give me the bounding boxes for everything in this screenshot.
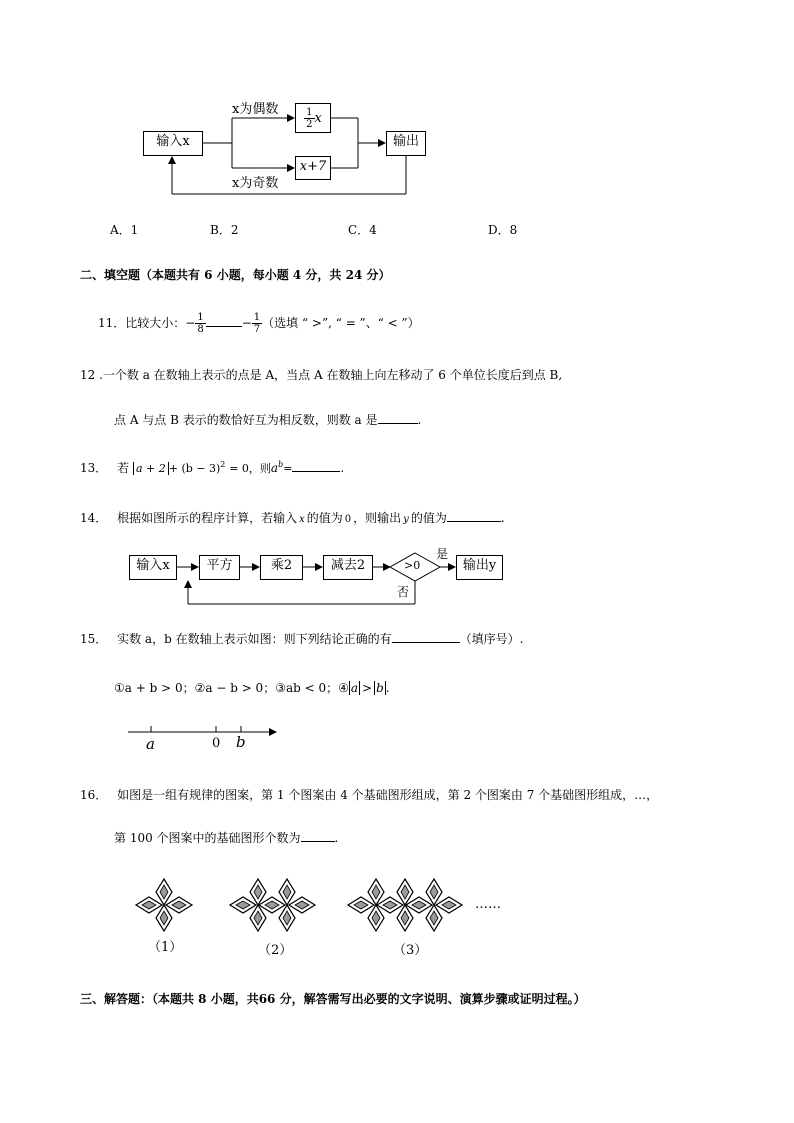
- q14-x: x: [299, 514, 305, 525]
- q13-eq-2: =: [283, 462, 293, 475]
- q15-gt: >: [362, 681, 373, 695]
- q14-text-d: 的值为: [410, 511, 447, 525]
- flowchart1-input-box: 输入x: [143, 131, 203, 156]
- flowchart2-minus2-box: 减去2: [323, 555, 373, 580]
- q16-end: .: [334, 831, 339, 845]
- flowchart1-plus7-box: x+7: [295, 156, 331, 180]
- number-line-label-0: 0: [212, 736, 221, 751]
- half-variable: x: [314, 111, 322, 126]
- q11-den-1: 8: [197, 324, 204, 335]
- half-numerator: 1: [306, 107, 313, 118]
- pattern-caption-2: （2）: [258, 943, 293, 958]
- flowchart2-output-box: 输出y: [456, 555, 503, 580]
- q13-sup-2: 2: [220, 460, 226, 469]
- pattern-caption-3: （3）: [393, 943, 428, 958]
- half-denominator: 2: [306, 119, 313, 130]
- q15-abs-a: a: [350, 681, 359, 695]
- section-2-heading: 二、填空题（本题共有 6 小题，每小题 4 分，共 24 分）: [80, 268, 391, 282]
- flowchart1-output-box: 输出: [386, 131, 426, 156]
- q15-abs-b: b: [376, 681, 384, 695]
- flowchart2-times2-box: 乘2: [260, 555, 303, 580]
- q11-minus-1: −: [185, 316, 196, 330]
- q15-options-text: ①a + b > 0；②a − b > 0；③ab < 0；④: [114, 681, 349, 695]
- q11-minus-2: −: [241, 316, 252, 330]
- q14-text-a: 根据如图所示的程序计算，若输入: [117, 511, 298, 525]
- q12-text: 点 A 与点 B 表示的数恰好互为相反数，则数 a 是: [114, 413, 378, 427]
- choice-a: A．1: [110, 223, 139, 237]
- q11-den-2: 7: [253, 324, 261, 335]
- question-12-line-1: 12 .一个数 a 在数轴上表示的点是 A，当点 A 在数轴上向左移动了 6 个单位长度后到点 B,: [80, 368, 563, 382]
- q13-middle: + (b − 3): [168, 462, 221, 475]
- q13-sup-b: b: [278, 460, 284, 469]
- pattern-dots: ……: [475, 897, 501, 912]
- q13-eq: = 0，则: [229, 462, 271, 475]
- q14-text-c: ，则输出: [353, 511, 402, 525]
- q13-text-pre: 若: [117, 461, 130, 475]
- flowchart2-yes-label: 是: [436, 547, 449, 561]
- q16-line-2-text: 第 100 个图案中的基础图形个数为: [114, 831, 301, 845]
- q14-number: 14．: [80, 511, 108, 525]
- choice-b: B．2: [210, 223, 239, 237]
- flowchart2-condition: >0: [404, 559, 421, 572]
- choice-d: D．8: [488, 223, 518, 237]
- number-line-label-b: b: [236, 733, 246, 751]
- q11-suffix: （选填 “ >”, “ = ”、“ < ”）: [262, 316, 420, 330]
- pattern-1: [136, 879, 192, 931]
- choice-c: C．4: [348, 223, 377, 237]
- pattern-caption-1: （1）: [148, 940, 183, 955]
- flowchart2-no-label: 否: [397, 585, 410, 599]
- q15-suffix: （填序号）.: [459, 632, 524, 646]
- q14-zero: 0: [344, 514, 352, 525]
- q13-number: 13．: [80, 461, 108, 475]
- q14-text-b: 的值为: [306, 511, 343, 525]
- q13-abs-expr: a + 2: [135, 462, 166, 475]
- q12-end: .: [417, 413, 422, 427]
- q11-num-2: 1: [253, 312, 261, 323]
- q11-num-1: 1: [197, 312, 204, 323]
- q13-end: .: [340, 461, 345, 475]
- q15-end: .: [385, 681, 390, 695]
- flowchart2-input-box: 输入x: [129, 555, 177, 580]
- number-line-label-a: a: [146, 735, 155, 753]
- q11-prefix: 11．比较大小：: [98, 316, 186, 330]
- section-3-heading: 三、解答题：（本题共 8 小题，共66 分，解答需写出必要的文字说明、演算步骤或证明过程。）: [80, 992, 586, 1006]
- q16-number: 16．: [80, 788, 108, 802]
- flowchart2-square-box: 平方: [199, 555, 240, 580]
- q14-end: .: [500, 511, 505, 525]
- flowchart1-odd-label: x为奇数: [232, 176, 279, 191]
- q15-number: 15．: [80, 632, 108, 646]
- pattern-2: [230, 879, 315, 931]
- pattern-3: [348, 879, 462, 931]
- q16-line-1-text: 如图是一组有规律的图案，第 1 个图案由 4 个基础图形组成，第 2 个图案由 7 个基础图形组成，…，: [117, 788, 659, 802]
- q14-y: y: [403, 514, 409, 525]
- q13-a: a: [270, 461, 279, 475]
- q15-text: 实数 a，b 在数轴上表示如图：则下列结论正确的有: [117, 632, 392, 646]
- flowchart1-even-label: x为偶数: [232, 102, 279, 117]
